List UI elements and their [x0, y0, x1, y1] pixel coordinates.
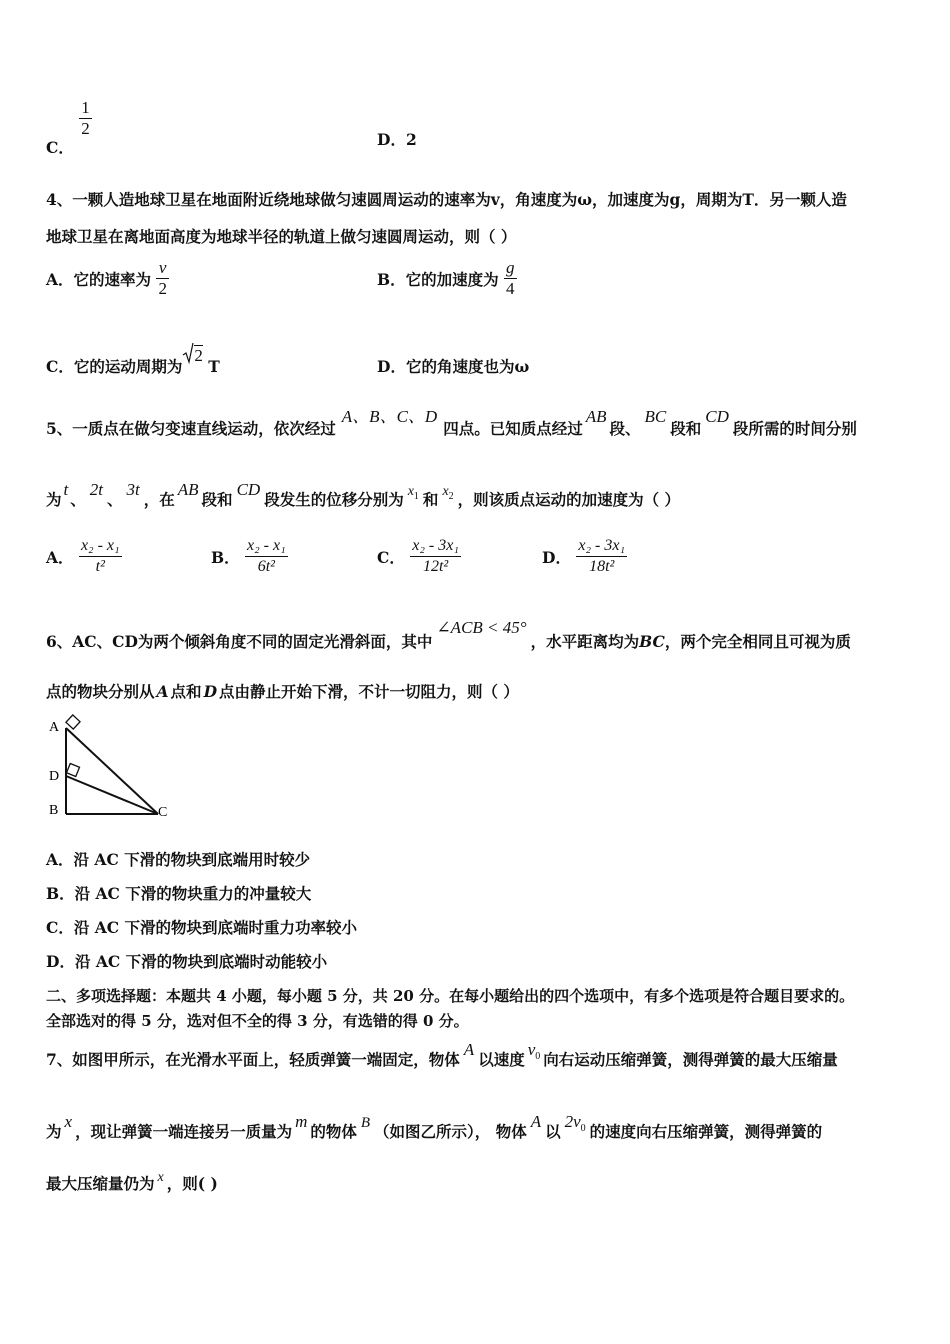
q3-c-denominator: 2	[81, 119, 90, 138]
q7-2v0	[564, 1112, 586, 1134]
q7-m: m	[295, 1112, 308, 1131]
q6-option-d: D．沿 AC 下滑的物块到底端时动能较小	[46, 952, 328, 971]
q5-x2-var: x	[442, 484, 449, 499]
q7-l1-c: 向右运动压缩弹簧，测得弹簧的最大压缩量	[543, 1050, 838, 1069]
q6-fig-label-a: A	[49, 720, 60, 735]
q5-b-denominator: 6t²	[245, 556, 288, 577]
q7-l3-a: 最大压缩量仍为	[46, 1174, 155, 1193]
q7-l2-e: 以	[545, 1122, 561, 1141]
q6-angle: ∠ACB < 45°	[436, 618, 527, 637]
q5-t3: 3t	[126, 480, 140, 499]
q6-pd: D	[203, 682, 218, 701]
q4-b-numerator: g	[506, 258, 515, 277]
q4-option-a	[46, 258, 169, 299]
q5-x2-sub: 2	[448, 491, 454, 502]
q5-option-c-label: C．	[377, 547, 405, 567]
q5-option-d-label: D．	[542, 547, 571, 567]
q5-x1-var: x	[407, 484, 414, 499]
q7-v0-sub: 0	[535, 1051, 541, 1062]
q5-stem-line2	[46, 478, 681, 509]
q4-option-a-label: A．它的速率为	[46, 269, 152, 289]
q5-stem-line1	[46, 402, 857, 438]
q5-c-denominator: 12t²	[410, 556, 461, 577]
q7-x2: x	[157, 1170, 164, 1185]
q5-seg1: 段、	[609, 419, 641, 438]
q7-2v0-var: 2v	[564, 1112, 581, 1131]
q6-option-c: C．沿 AC 下滑的物块到底端时重力功率较小	[46, 918, 357, 937]
q5-sep1: 、	[70, 490, 86, 509]
q4-stem-line2: 地球卫星在离地面高度为地球半径的轨道上做匀速圆周运动，则（ ）	[46, 227, 517, 246]
q5-option-b-label: B．	[211, 547, 240, 567]
q7-a2: A	[530, 1112, 542, 1131]
q7-2v0-sub: 0	[580, 1123, 586, 1134]
section2-heading-line2: 全部选对的得 5 分，选对但不全的得 3 分，有选错的得 0 分。	[46, 1012, 469, 1030]
q4-option-a-fraction	[156, 258, 169, 299]
q5-d-numerator: x₂ - 3x₁	[578, 537, 626, 554]
q5-option-d	[542, 536, 627, 577]
q5-l2-c: 段和	[201, 490, 233, 509]
q6-pa: A	[156, 682, 169, 701]
q7-x: x	[64, 1112, 73, 1131]
q6-l2-b: 点和	[170, 682, 202, 701]
q4-stem-line1: 4、一颗人造地球卫星在地面附近绕地球做匀速圆周运动的速率为v，角速度为ω，加速度为g，周期为T．另一颗人造	[46, 190, 847, 209]
q4-c-unit: T	[208, 357, 220, 376]
q4-option-c-label: C．它的运动周期为	[46, 357, 183, 376]
q7-stem-line2	[46, 1110, 823, 1141]
section2-heading-line1: 二、多项选择题：本题共 4 小题，每小题 5 分，共 20 分。在每小题给出的四个选项中，有多个选项是符合题目要求的。	[46, 987, 855, 1005]
q6-stem-line1	[46, 616, 851, 651]
q3-option-c-fraction	[79, 98, 92, 139]
q5-l2-d: 段发生的位移分别为	[264, 490, 404, 509]
q5-option-c-fraction	[410, 536, 461, 577]
q5-option-b-fraction	[245, 536, 288, 577]
q5-l2-e: ，则该质点运动的加速度为（ ）	[457, 490, 681, 509]
q7-stem-line3	[46, 1164, 218, 1193]
q5-l1-a: 5、一质点在做匀变速直线运动，依次经过	[46, 419, 336, 438]
q5-bc: BC	[644, 407, 667, 426]
q7-v0	[527, 1040, 541, 1062]
q3-c-numerator: 1	[81, 98, 90, 117]
q3-option-c	[46, 98, 92, 157]
q7-l3-b: ，则( )	[166, 1174, 218, 1193]
q5-option-c	[377, 536, 461, 577]
q6-l1-c: ，两个完全相同且可视为质	[664, 632, 851, 651]
q7-l1-b: 以速度	[478, 1050, 525, 1069]
q6-fig-label-c: C	[158, 805, 168, 820]
q7-v0-var: v	[527, 1040, 536, 1059]
q5-option-a-label: A．	[46, 547, 74, 567]
q5-cd: CD	[705, 407, 729, 426]
q7-l2-c: 的物体	[310, 1122, 357, 1141]
q7-stem-line1	[46, 1038, 838, 1069]
q6-l1-b: ，水平距离均为	[530, 632, 640, 651]
q6-l1-a: 6、AC、CD为两个倾斜角度不同的固定光滑斜面，其中	[46, 632, 433, 651]
q5-option-a	[46, 536, 122, 577]
q5-x1-sub: 1	[413, 491, 419, 502]
q6-bc: BC	[639, 632, 665, 651]
q6-l2-a: 点的物块分别从	[46, 682, 155, 701]
q5-points: A、B、C、D	[341, 407, 438, 426]
q4-option-b-label: B．它的加速度为	[377, 269, 499, 289]
q4-b-denominator: 4	[506, 279, 515, 298]
q7-l2-b: ，现让弹簧一端连接另一质量为	[75, 1122, 293, 1141]
q5-cd2: CD	[236, 480, 261, 499]
q5-and: 和	[422, 490, 439, 509]
q7-l2-f: 的速度向右压缩弹簧，测得弹簧的	[589, 1122, 823, 1141]
q6-fig-label-b: B	[49, 803, 59, 818]
q5-option-a-fraction	[79, 536, 122, 577]
q6-stem-line2	[46, 680, 519, 702]
q5-a-denominator: t²	[79, 556, 122, 577]
q7-a1: A	[463, 1040, 475, 1059]
q7-b: B	[360, 1115, 371, 1131]
q5-option-b	[211, 536, 288, 577]
q4-a-denominator: 2	[158, 279, 167, 298]
q5-seg2: 段和	[670, 419, 702, 438]
q4-option-d: D．它的角速度也为ω	[377, 357, 530, 376]
q7-l2-d: （如图乙所示）， 物体	[374, 1122, 527, 1141]
q6-option-a: A．沿 AC 下滑的物块到底端用时较少	[46, 850, 311, 869]
sqrt-icon	[182, 342, 194, 364]
q6-incline-figure	[44, 712, 174, 822]
q6-option-b: B．沿 AC 下滑的物块重力的冲量较大	[46, 884, 312, 903]
q5-t2: 2t	[89, 480, 103, 499]
q5-ab: AB	[585, 407, 607, 426]
q6-block-d	[66, 763, 79, 776]
q5-option-d-fraction	[576, 536, 627, 577]
q4-option-b	[377, 258, 517, 299]
q4-c-sqrt-radicand: 2	[194, 346, 203, 365]
q5-l2-b: ，在	[143, 490, 175, 509]
q5-a-numerator: x₂ - x₁	[80, 537, 120, 554]
q5-sep2: 、	[107, 490, 123, 509]
q5-l1-b: 四点。已知质点经过	[443, 419, 583, 438]
q5-d-denominator: 18t²	[576, 556, 627, 577]
q5-l2-a: 为	[46, 490, 62, 509]
q4-option-b-fraction	[504, 258, 517, 299]
q5-t1: t	[63, 480, 69, 499]
q5-x1	[407, 484, 419, 502]
q5-ab2: AB	[177, 480, 199, 499]
q7-l2-a: 为	[46, 1122, 62, 1141]
q3-option-c-label: C．	[46, 137, 74, 157]
q5-b-numerator: x₂ - x₁	[247, 537, 286, 554]
q6-l2-c: 点由静止开始下滑，不计一切阻力，则（ ）	[219, 682, 519, 701]
q5-x2	[442, 484, 454, 502]
q6-fig-label-d: D	[49, 769, 60, 784]
q5-c-numerator: x₂ - 3x₁	[412, 537, 459, 554]
q4-option-c	[46, 342, 220, 376]
q3-option-d: D．2	[377, 130, 417, 149]
q6-block-a	[66, 715, 80, 729]
q5-l1-c: 段所需的时间分别	[732, 419, 857, 438]
q7-l1-a: 7、如图甲所示，在光滑水平面上，轻质弹簧一端固定，物体	[46, 1050, 460, 1069]
q4-a-numerator: v	[158, 258, 167, 277]
